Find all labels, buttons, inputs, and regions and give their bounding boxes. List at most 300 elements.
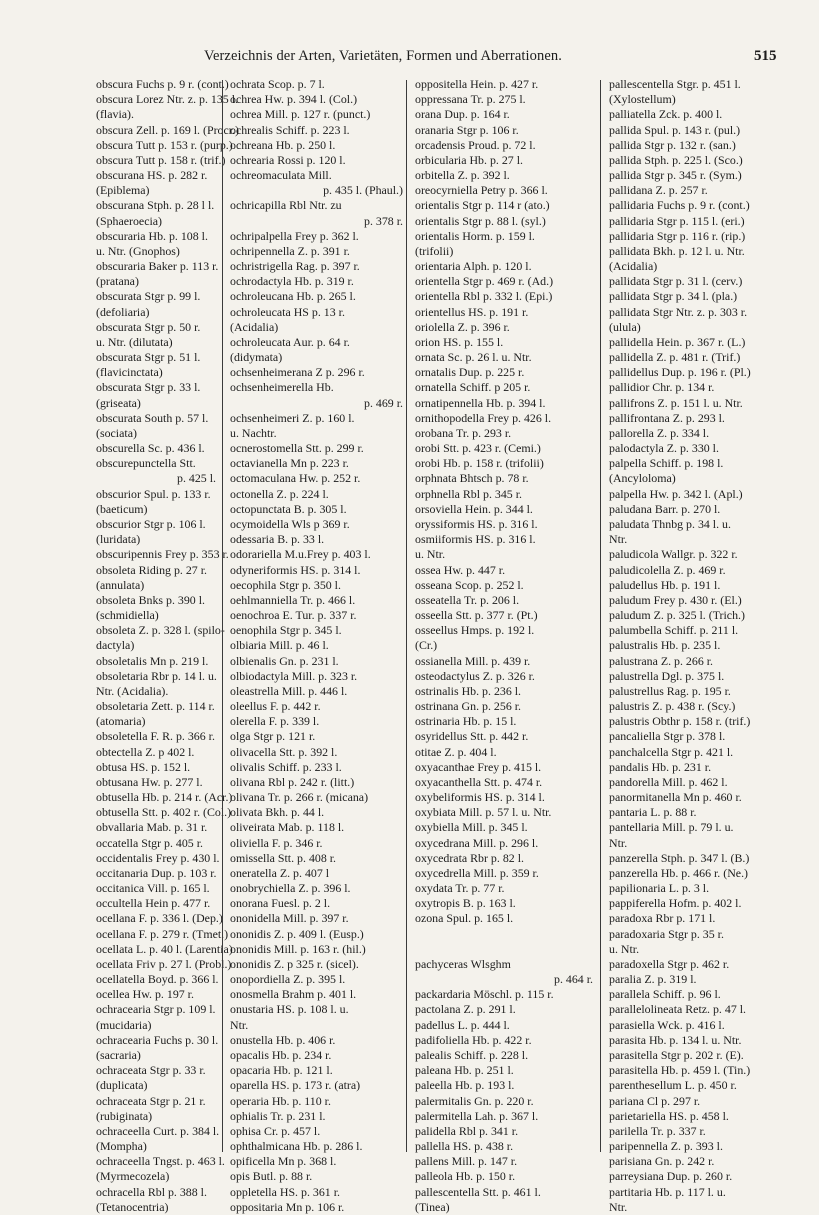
index-entry: pallida Stgr p. 345 r. (Sym.) [609, 168, 742, 183]
index-entry: parasitella Hb. p. 459 l. (Tin.) [609, 1063, 751, 1078]
index-entry: pallens Mill. p. 147 r. [415, 1154, 518, 1169]
index-entry: (trifolii) [415, 243, 454, 258]
index-entry: ocellea Hw. p. 197 r. [96, 987, 194, 1002]
index-entry: u. Ntr. [609, 941, 640, 956]
index-entry: (didymata) [230, 350, 283, 365]
index-entry: oppositaria Mn p. 106 r. [230, 1199, 345, 1214]
index-entry: oenochroa E. Tur. p. 337 r. [230, 608, 357, 623]
index-entry: (Ancyloloma) [609, 471, 676, 486]
index-entry: octavianella Mn p. 223 r. [230, 456, 349, 471]
index-entry: paleana Hb. p. 251 l. [415, 1063, 514, 1078]
index-entry: octonella Z. p. 224 l. [230, 486, 329, 501]
index-entry: obtusana Hw. p. 277 l. [96, 774, 203, 789]
index-entry: p. 425 l. [177, 471, 216, 486]
index-entry: ocnerostomella Stt. p. 299 r. [230, 441, 364, 456]
index-entry: obsoleta Riding p. 27 r. [96, 562, 207, 577]
index-entry: pallidana Z. p. 257 r. [609, 183, 708, 198]
index-entry: (Myrmecozela) [96, 1169, 170, 1184]
index-entry: pantellaria Mill. p. 79 l. u. [609, 820, 734, 835]
index-entry: panormitanella Mn p. 460 r. [609, 790, 742, 805]
index-entry: obtectella Z. p 402 l. [96, 744, 195, 759]
index-entry: obscurata Stgr p. 50 r. [96, 319, 201, 334]
index-entry: orbicularia Hb. p. 27 l. [415, 152, 523, 167]
index-entry: ornatalis Dup. p. 225 r. [415, 365, 525, 380]
index-entry: odyneriformis HS. p. 314 l. [230, 562, 361, 577]
index-entry: parietariella HS. p. 458 l. [609, 1108, 729, 1123]
index-entry: palustrellus Rag. p. 195 r. [609, 683, 731, 698]
index-entry: olivata Bkh. p. 44 l. [230, 805, 325, 820]
index-entry: pallida Stph. p. 225 l. (Sco.) [609, 152, 743, 167]
index-entry: Ntr. [609, 532, 628, 547]
index-entry: oxytropis B. p. 163 l. [415, 896, 516, 911]
index-entry: olbienalis Gn. p. 231 l. [230, 653, 339, 668]
index-entry: paludata Thnbg p. 34 l. u. [609, 516, 731, 531]
index-entry: olbiodactyla Mill. p. 323 r. [230, 668, 358, 683]
index-entry: ononidis Z. p 325 r. (sicel). [230, 956, 359, 971]
index-entry: palustrana Z. p. 266 r. [609, 653, 714, 668]
index-entry: palermitalis Gn. p. 220 r. [415, 1093, 534, 1108]
index-entry: opificella Mn p. 368 l. [230, 1154, 337, 1169]
index-entry: pallida Stgr p. 132 r. (san.) [609, 137, 736, 152]
index-entry: parasitella Stgr p. 202 r. (E). [609, 1048, 744, 1062]
index-entry: paradoxella Stgr p. 462 r. [609, 956, 730, 971]
index-entry: ochsenheimerella Hb. [230, 380, 334, 395]
index-entry: oppletella HS. p. 361 r. [230, 1184, 340, 1199]
index-entry: obscura Tutt p. 153 r. (purp.) [96, 137, 233, 152]
index-entry: (Xylostellum) [609, 92, 676, 107]
index-entry: ochroleucata Aur. p. 64 r. [230, 334, 350, 349]
index-entry: ononidella Mill. p. 397 r. [230, 911, 349, 926]
index-entry: olivana Rbl p. 242 r. (litt.) [230, 774, 355, 789]
index-entry: p. 435 l. (Phaul.) [323, 183, 403, 198]
index-entry: (rubiginata) [96, 1108, 153, 1123]
index-entry: osmiiformis HS. p. 316 l. [415, 532, 536, 547]
index-entry: palealis Schiff. p. 228 l. [415, 1048, 529, 1062]
index-entry: pallidata Stgr p. 31 l. (cerv.) [609, 274, 743, 289]
index-entry: pallidella Z. p. 481 r. (Trif.) [609, 350, 741, 365]
index-entry: obscurior Spul. p. 133 r. [96, 486, 211, 501]
index-entry: oecophila Stgr p. 350 l. [230, 577, 341, 592]
index-entry: panchalcella Stgr p. 421 l. [609, 744, 734, 759]
index-entry: orobi Stt. p. 423 r. (Cemi.) [415, 441, 541, 456]
index-entry: dactyla) [96, 638, 135, 653]
index-entry: ochreana Hb. p. 250 l. [230, 137, 336, 152]
index-entry: obscurella Sc. p. 436 l. [96, 441, 205, 456]
index-entry: osteodactylus Z. p. 326 r. [415, 668, 535, 683]
index-entry: (defoliaria) [96, 304, 150, 319]
index-entry: padifoliella Hb. p. 422 r. [415, 1032, 532, 1047]
index-entry [415, 927, 593, 942]
index-entry: orientella Rbl p. 332 l. (Epi.) [415, 289, 553, 304]
index-entry: p. 469 r. [364, 395, 403, 410]
index-entry: ophthalmicana Hb. p. 286 l. [230, 1139, 363, 1154]
index-entry: pallorella Z. p. 334 l. [609, 425, 710, 440]
index-entry: oehlmanniella Tr. p. 466 l. [230, 592, 356, 607]
index-entry: partitaria Hb. p. 117 l. u. [609, 1184, 726, 1199]
index-entry: obscurana Stph. p. 28 l l. [96, 198, 215, 213]
index-entry: (atomaria) [96, 714, 146, 729]
index-entry: ochraceella Curt. p. 384 l. [96, 1123, 220, 1138]
index-entry: osseellus Hmps. p. 192 l. [415, 623, 535, 638]
index-entry: oliviella F. p. 346 r. [230, 835, 323, 850]
index-entry: p. 378 r. [364, 213, 403, 228]
index-entry: parilella Tr. p. 337 r. [609, 1123, 706, 1138]
index-entry: oxycedrella Mill. p. 359 r. [415, 865, 539, 880]
index-entry: palpella Schiff. p. 198 l. [609, 456, 724, 471]
index-entry: paradoxa Rbr p. 171 l. [609, 911, 716, 926]
index-entry: ochrearia Rossi p. 120 l. [230, 152, 346, 167]
index-entry: omissella Stt. p. 408 r. [230, 850, 337, 865]
index-entry: obscurata Stgr p. 51 l. [96, 350, 201, 365]
index-entry: ostrinaria Hb. p. 15 l. [415, 714, 517, 729]
index-entry: (flavicinctata) [96, 365, 163, 380]
index-entry: opis Butl. p. 88 r. [230, 1169, 313, 1184]
index-entry: orientella Stgr p. 469 r. (Ad.) [415, 274, 554, 289]
index-entry: ochripennella Z. p. 391 r. [230, 243, 350, 258]
index-entry: osseatella Tr. p. 206 l. [415, 592, 520, 607]
index-entry: ononidis Mill. p. 163 r. (hil.) [230, 941, 366, 956]
index-entry: ocellana F. p. 279 r. (Tmet.) [96, 926, 229, 941]
index-entry: ochracella Rbl p. 388 l. [96, 1184, 207, 1199]
index-entry: orana Dup. p. 164 r. [415, 107, 510, 122]
index-entry: oliveirata Mab. p. 118 l. [230, 820, 345, 835]
index-entry: (baeticum) [96, 501, 148, 516]
index-entry: (schmidiella) [96, 608, 159, 623]
index-entry: obscura Tutt p. 158 r. (trif.) [96, 152, 226, 167]
index-entry: palustris Z. p. 438 r. (Scy.) [609, 699, 736, 714]
index-entry: octopunctata B. p. 305 l. [230, 501, 347, 516]
index-entry: obsoleta Bnks p. 390 l. [96, 592, 205, 607]
index-entry: osseella Stt. p. 377 r. (Pt.) [415, 608, 538, 623]
index-entry: pallidellus Dup. p. 196 r. (Pl.) [609, 365, 751, 380]
index-entry: ozona Spul. p. 165 l. [415, 911, 514, 926]
index-entry: (ulula) [609, 319, 641, 334]
index-entry: oryssiformis HS. p. 316 l. [415, 516, 538, 531]
index-entry: (Acidalia) [609, 259, 658, 274]
index-entry: pariana Cl p. 297 r. [609, 1093, 701, 1108]
index-entry: obscurior Stgr p. 106 l. [96, 516, 206, 531]
index-entry: (sociata) [96, 425, 137, 440]
index-entry: obscuraria Hb. p. 108 l. [96, 228, 208, 243]
index-entry: odorariella M.u.Frey p. 403 l. [230, 547, 371, 562]
index-entry: orobana Tr. p. 293 r. [415, 425, 512, 440]
index-entry: obsoletaria Rbr p. 14 l. u. [96, 668, 217, 683]
index-entry: obscurepunctella Stt. [96, 456, 196, 471]
index-entry: pallifrons Z. p. 151 l. u. Ntr. [609, 395, 743, 410]
index-entry: parreysiana Dup. p. 260 r. [609, 1169, 733, 1184]
index-entry: parasiella Wck. p. 416 l. [609, 1017, 725, 1032]
index-entry: Ntr. [609, 1199, 628, 1214]
index-entry: palodactyla Z. p. 330 l. [609, 441, 719, 456]
index-entry: oenophila Stgr p. 345 l. [230, 623, 342, 638]
index-entry: packardaria Möschl. p. 115 r. [415, 987, 554, 1002]
index-entry: paripennella Z. p. 393 l. [609, 1139, 723, 1154]
index-entry: oxycedrata Rbr p. 82 l. [415, 850, 524, 865]
index-entry: parallelolineata Retz. p. 47 l. [609, 1002, 747, 1017]
index-entry: obtusa HS. p. 152 l. [96, 759, 191, 774]
index-entry: orobi Hb. p. 158 r. (trifolii) [415, 456, 544, 471]
index-entry: pantaria L. p. 88 r. [609, 805, 697, 820]
index-entry: ocellatella Boyd. p. 366 l. [96, 972, 219, 987]
index-entry: odessaria B. p. 33 l. [230, 532, 325, 547]
index-entry: palpella Hw. p. 342 l. (Apl.) [609, 486, 743, 501]
column-divider [600, 80, 601, 1152]
index-entry: pallifrontana Z. p. 293 l. [609, 410, 725, 425]
index-entry: ossianella Mill. p. 439 r. [415, 653, 531, 668]
index-entry: paludellus Hb. p. 191 l. [609, 577, 721, 592]
index-entry: oleellus F. p. 442 r. [230, 699, 321, 714]
index-entry: oxydata Tr. p. 77 r. [415, 881, 505, 896]
index-entry: ochrata Scop. p. 7 l. [230, 77, 325, 91]
index-entry: (griseata) [96, 395, 141, 410]
index-entry: pactolana Z. p. 291 l. [415, 1002, 516, 1017]
index-entry: ochroleucana Hb. p. 265 l. [230, 289, 356, 304]
index-entry [415, 942, 593, 957]
index-entry: ochrodactyla Hb. p. 319 r. [230, 274, 354, 289]
index-entry: pallida Spul. p. 143 r. (pul.) [609, 122, 741, 137]
index-entry: paludana Barr. p. 270 l. [609, 501, 721, 516]
index-entry: paludicola Wallgr. p. 322 r. [609, 547, 738, 562]
index-entry: otitae Z. p. 404 l. [415, 744, 497, 759]
index-column-3 [415, 77, 593, 1215]
index-entry: obvallaria Mab. p. 31 r. [96, 820, 208, 835]
index-entry: obscurata South p. 57 l. [96, 410, 209, 425]
index-entry: ochristrigella Rag. p. 397 r. [230, 259, 360, 274]
index-entry: ocellata Friv p. 27 l. (Probl.) [96, 956, 232, 971]
index-entry: orientalis Horm. p. 159 l. [415, 228, 535, 243]
index-entry: pancaliella Stgr p. 378 l. [609, 729, 726, 744]
index-entry: occultella Hein p. 477 r. [96, 896, 211, 911]
index-entry: obscurata Stgr p. 33 l. [96, 380, 201, 395]
index-entry: u. Nachtr. [230, 425, 277, 440]
index-entry: (Sphaeroecia) [96, 213, 163, 228]
index-entry: palumbella Schiff. p. 211 l. [609, 623, 739, 638]
index-entry: palliatella Zck. p. 400 l. [609, 107, 723, 122]
index-entry: (annulata) [96, 577, 145, 592]
index-entry: u. Ntr. (Gnophos) [96, 243, 180, 258]
index-entry: octomaculana Hw. p. 252 r. [230, 471, 361, 486]
index-entry: panzerella Hb. p. 466 r. (Ne.) [609, 865, 749, 880]
index-entry: pallidata Stgr Ntr. z. p. 303 r. [609, 304, 748, 319]
page-number: 515 [754, 48, 777, 64]
index-entry: pandorella Mill. p. 462 l. [609, 774, 728, 789]
index-entry: ophisa Cr. p. 457 l. [230, 1123, 321, 1138]
index-entry: onobrychiella Z. p. 396 l. [230, 881, 351, 896]
index-entry: paludum Frey p. 430 r. (El.) [609, 592, 742, 607]
index-entry: panzerella Stph. p. 347 l. (B.) [609, 850, 750, 865]
index-entry: ochsenheimerana Z p. 296 r. [230, 365, 365, 380]
index-entry: oxyacanthella Stt. p. 474 r. [415, 774, 543, 789]
index-entry: obscuripennis Frey p. 353 r. [96, 547, 229, 562]
index-entry: oneratella Z. p. 407 l [230, 865, 330, 880]
index-entry: (pratana) [96, 274, 139, 289]
page-header [0, 48, 819, 72]
index-entry: oriolella Z. p. 396 r. [415, 319, 510, 334]
index-entry: onustaria HS. p. 108 l. u. [230, 1002, 349, 1017]
index-entry: oppressana Tr. p. 275 l. [415, 92, 526, 107]
index-entry: orientalis Stgr p. 114 r (ato.) [415, 198, 550, 213]
index-entry: (Tetanocentria) [96, 1199, 169, 1214]
index-entry: ornithopodella Frey p. 426 l. [415, 410, 552, 425]
index-entry: palidella Rbl p. 341 r. [415, 1123, 519, 1138]
index-entry: paradoxaria Stgr p. 35 r. [609, 926, 724, 941]
index-entry: occatella Stgr p. 405 r. [96, 835, 203, 850]
index-entry: orsoviella Hein. p. 344 l. [415, 501, 533, 516]
index-entry: ossea Hw. p. 447 r. [415, 562, 506, 577]
index-entry: onopordiella Z. p. 395 l. [230, 972, 346, 987]
index-entry: palleola Hb. p. 150 r. [415, 1169, 516, 1184]
index-entry: obscura Zell. p. 169 l. (Procr.) [96, 122, 239, 137]
index-entry: u. Ntr. [415, 547, 446, 562]
index-entry: pallidella Hein. p. 367 r. (L.) [609, 334, 746, 349]
index-entry: ochracearia Stgr p. 109 l. [96, 1002, 216, 1017]
index-entry: pachyceras Wlsghm [415, 956, 511, 971]
column-divider [222, 80, 223, 1152]
index-entry: ochraceata Stgr p. 21 r. [96, 1093, 206, 1108]
index-entry: ochracearia Fuchs p. 30 l. [96, 1032, 219, 1047]
index-entry: oxybeliformis HS. p. 314 l. [415, 790, 545, 805]
index-entry: opacalis Hb. p. 234 r. [230, 1048, 332, 1062]
index-entry: occitanica Vill. p. 165 l. [96, 881, 210, 896]
index-entry: ornata Sc. p. 26 l. u. Ntr. [415, 350, 532, 365]
index-entry: obscuraria Baker p. 113 r. [96, 259, 219, 274]
index-entry: olbiaria Mill. p. 46 l. [230, 638, 329, 653]
index-entry: paludicolella Z. p. 469 r. [609, 562, 726, 577]
index-entry: orion HS. p. 155 l. [415, 334, 504, 349]
index-entry: pallidaria Stgr p. 115 l. (eri.) [609, 213, 745, 228]
index-entry: palustrella Dgl. p. 375 l. [609, 668, 725, 683]
index-entry: onorana Fuesl. p. 2 l. [230, 896, 331, 911]
index-entry: palermitella Lah. p. 367 l. [415, 1108, 539, 1123]
index-entry: orphnella Rbl p. 345 r. [415, 486, 523, 501]
index-column-2 [230, 77, 403, 1215]
index-entry: obsoletella F. R. p. 366 r. [96, 729, 215, 744]
index-entry: ochrea Mill. p. 127 r. (punct.) [230, 107, 371, 122]
index-entry: (Cr.) [415, 638, 438, 653]
index-entry: oreocyrniella Petry p. 366 l. [415, 183, 548, 198]
index-entry: ochsenheimeri Z. p. 160 l. [230, 410, 355, 425]
index-entry: (Tinea) [415, 1199, 450, 1214]
index-entry: paleella Hb. p. 193 l. [415, 1078, 515, 1093]
index-entry: ochrealis Schiff. p. 223 l. [230, 122, 350, 137]
index-entry: oxybiata Mill. p. 57 l. u. Ntr. [415, 805, 552, 820]
index-entry: ophialis Tr. p. 231 l. [230, 1108, 326, 1123]
index-entry: (Epiblema) [96, 183, 150, 198]
index-entry: padellus L. p. 444 l. [415, 1017, 510, 1032]
index-entry: olivacella Stt. p. 392 l. [230, 744, 338, 759]
index-entry: pallidaria Stgr p. 116 r. (rip.) [609, 228, 746, 243]
index-entry: parallela Schiff. p. 96 l. [609, 987, 721, 1002]
index-entry: (mucidaria) [96, 1017, 152, 1032]
index-entry: obtusella Hb. p. 214 r. (Acr.) [96, 790, 233, 805]
index-entry: onosmella Brahm p. 401 l. [230, 987, 357, 1002]
index-entry: palustris Obthr p. 158 r. (trif.) [609, 714, 751, 729]
index-entry: (Acidalia) [230, 319, 279, 334]
index-entry: orcadensis Proud. p. 72 l. [415, 137, 536, 152]
index-entry: orientalis Stgr p. 88 l. (syl.) [415, 213, 546, 228]
index-entry: obscura Lorez Ntr. z. p. 135 l. [96, 92, 238, 107]
index-entry: parisiana Gn. p. 242 r. [609, 1154, 715, 1169]
index-entry: pallidata Stgr p. 34 l. (pla.) [609, 289, 738, 304]
index-entry: olivana Tr. p. 266 r. (micana) [230, 790, 369, 805]
index-entry: occitanaria Dup. p. 103 r. [96, 865, 217, 880]
index-entry: pallidior Chr. p. 134 r. [609, 380, 715, 395]
index-entry: oxybiella Mill. p. 345 l. [415, 820, 528, 835]
index-entry: ochreomaculata Mill. [230, 168, 332, 183]
index-entry: pallescentella Stgr. p. 451 l. [609, 77, 741, 91]
index-entry: Ntr. [230, 1017, 249, 1032]
running-title: Verzeichnis der Arten, Varietäten, Formen und Aberrationen. [204, 48, 562, 64]
index-entry: pallescentella Stt. p. 461 l. [415, 1184, 541, 1199]
index-entry: onustella Hb. p. 406 r. [230, 1032, 336, 1047]
index-entry: parasita Hb. p. 134 l. u. Ntr. [609, 1032, 742, 1047]
index-entry: (duplicata) [96, 1078, 148, 1093]
column-divider [406, 80, 407, 1152]
index-entry: olga Stgr p. 121 r. [230, 729, 316, 744]
index-entry: ochraceata Stgr p. 33 r. [96, 1063, 206, 1078]
index-entry: oxyacanthae Frey p. 415 l. [415, 759, 542, 774]
index-entry: (sacraria) [96, 1048, 141, 1062]
index-entry: opacaria Hb. p. 121 l. [230, 1063, 333, 1078]
index-entry: olivalis Schiff. p. 233 l. [230, 759, 342, 774]
index-entry: orientaria Alph. p. 120 l. [415, 259, 532, 274]
index-entry: ostrinana Gn. p. 256 r. [415, 699, 522, 714]
index-entry: ochripalpella Frey p. 362 l. [230, 228, 359, 243]
index-entry: papilionaria L. p. 3 l. [609, 881, 710, 896]
index-entry: oleastrella Mill. p. 446 l. [230, 683, 348, 698]
index-entry: orientellus HS. p. 191 r. [415, 304, 529, 319]
index-entry: orphnata Bhtsch p. 78 r. [415, 471, 529, 486]
index-entry: (flavia). [96, 107, 134, 122]
index-entry: ononidis Z. p. 409 l. (Eusp.) [230, 926, 364, 941]
index-entry: palustralis Hb. p. 235 l. [609, 638, 721, 653]
index-entry: u. Ntr. (dilutata) [96, 334, 173, 349]
index-entry: pallella HS. p. 438 r. [415, 1139, 514, 1154]
index-entry: ocymoidella Wls p 369 r. [230, 516, 350, 531]
index-entry: obtusella Stt. p. 402 r. (Col.) [96, 805, 232, 820]
index-entry: oranaria Stgr p. 106 r. [415, 122, 519, 137]
index-entry: paralia Z. p. 319 l. [609, 972, 697, 987]
index-entry: ornatipennella Hb. p. 394 l. [415, 395, 546, 410]
index-entry: ornatella Schiff. p 205 r. [415, 380, 531, 395]
index-entry: pallidaria Fuchs p. 9 r. (cont.) [609, 198, 750, 213]
index-entry: osyridellus Stt. p. 442 r. [415, 729, 529, 744]
index-entry: oppositella Hein. p. 427 r. [415, 77, 539, 91]
index-entry: oxycedrana Mill. p. 296 l. [415, 835, 539, 850]
index-entry: ochroleucata HS p. 13 r. [230, 304, 345, 319]
index-entry: occidentalis Frey p. 430 l. [96, 850, 220, 865]
index-entry: (Mompha) [96, 1139, 147, 1154]
index-entry: obsoleta Z. p. 328 l. (spilo- [96, 623, 225, 638]
index-entry: obsoletaria Zett. p. 114 r. [96, 699, 215, 714]
index-entry: ochricapilla Rbl Ntr. zu [230, 198, 342, 213]
index-column-1 [96, 77, 239, 1215]
index-entry: ocellana F. p. 336 l. (Dep.) [96, 911, 223, 926]
index-entry: ostrinalis Hb. p. 236 l. [415, 683, 522, 698]
index-entry: pallidata Bkh. p. 12 l. u. Ntr. [609, 243, 745, 258]
index-entry: oparella HS. p. 173 r. (atra) [230, 1078, 361, 1093]
index-entry: obscurata Stgr p. 99 l. [96, 289, 201, 304]
index-entry: Ntr. [609, 835, 628, 850]
index-entry: Ntr. (Acidalia). [96, 683, 169, 698]
index-entry: pappiferella Hofm. p. 402 l. [609, 896, 742, 911]
index-entry: operaria Hb. p. 110 r. [230, 1093, 331, 1108]
index-entry: parenthesellum L. p. 450 r. [609, 1078, 737, 1093]
index-entry: obscurana HS. p. 282 r. [96, 168, 208, 183]
index-entry: osseana Scop. p. 252 l. [415, 577, 524, 592]
index-entry: ochraceella Tngst. p. 463 l. [96, 1154, 225, 1169]
index-entry: ochrea Hw. p. 394 l. (Col.) [230, 92, 358, 107]
